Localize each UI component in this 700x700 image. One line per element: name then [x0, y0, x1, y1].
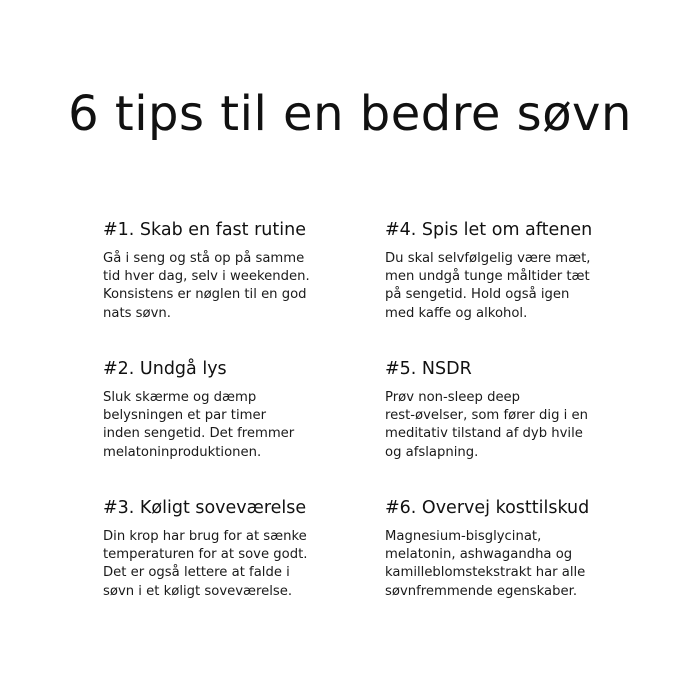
page-title: 6 tips til en bedre søvn	[68, 86, 632, 142]
tip-card-2	[103, 357, 385, 496]
tip-text: Magnesium-bisglycinat, melatonin, ashwagandha og kamilleblomstekstrakt har alle søvnfremmende egenskaber.	[385, 529, 586, 599]
tip-card-4	[385, 218, 623, 357]
tip-card-3	[103, 496, 385, 635]
tip-card-6	[385, 496, 623, 635]
tip-text: Du skal selvfølgelig være mæt, men undgå tunge måltider tæt på sengetid. Hold også igen med kaffe og alkohol.	[385, 251, 591, 321]
tip-heading: #2. Undgå lys	[103, 359, 227, 379]
tip-text: Gå i seng og stå op på samme tid hver dag, selv i weekenden. Konsistens er nøglen til en god nats søvn.	[103, 251, 310, 321]
tip-heading: #3. Køligt soveværelse	[103, 498, 307, 518]
tips-grid	[103, 218, 623, 635]
tip-text: Sluk skærme og dæmp belysningen et par timer inden sengetid. Det fremmer melatoninproduktionen.	[103, 390, 295, 460]
tip-heading: #4. Spis let om aftenen	[385, 220, 593, 240]
tip-card-5	[385, 357, 623, 496]
tip-card-1	[103, 218, 385, 357]
tip-text: Prøv non-sleep deep rest-øvelser, som fører dig i en meditativ tilstand af dyb hvile og afslapning.	[385, 390, 588, 460]
tip-heading: #5. NSDR	[385, 359, 472, 379]
tip-heading: #1. Skab en fast rutine	[103, 220, 306, 240]
tip-heading: #6. Overvej kosttilskud	[385, 498, 590, 518]
tip-text: Din krop har brug for at sænke temperaturen for at sove godt. Det er også lettere at falde i søvn i et køligt soveværelse.	[103, 529, 308, 599]
